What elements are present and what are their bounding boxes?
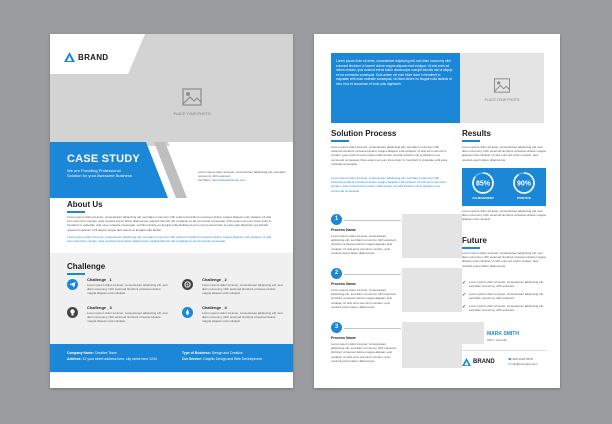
check-item — [462, 280, 548, 292]
challenge-item — [67, 305, 167, 331]
banner-description: Lorem ipsum dolor sit amet, consectetuer adipiscing elit, sed diam nonummy nibh euismod. — [198, 170, 286, 178]
footer-business-label: Type of Business: — [182, 351, 211, 355]
stat-ring — [512, 171, 536, 195]
about-underline — [67, 211, 85, 213]
rocket-icon — [182, 307, 193, 318]
challenge-item — [182, 277, 282, 303]
step-number: 2 — [331, 268, 342, 279]
challenge-item — [182, 305, 282, 331]
case-subtitle — [67, 168, 132, 178]
step-number: 1 — [331, 214, 342, 225]
brand-triangle-icon — [462, 358, 471, 366]
check-icon: ✔ — [462, 280, 467, 286]
challenge-item-title: Challenge _3 — [87, 305, 112, 310]
step-name: Process Name — [331, 336, 356, 340]
footer-address — [67, 356, 177, 362]
brand-logo — [64, 52, 108, 62]
stat-ring — [471, 171, 495, 195]
check-item — [462, 304, 548, 316]
about-body-blue: Lorem ipsum dolor sit amet, consectetuer adipiscing elit, sed diam nonummy nibh euismod tincidunt ut laoreet dolore magna aliquam erat volutpat. Ut wisi enim ad minim veniam, quis nostrud exerci tation ullamcorper suscipit lobortis nisl ut aliquip ex ea commodo consequat. — [67, 235, 272, 244]
challenge-underline — [67, 273, 85, 275]
results-text-2: Lorem ipsum dolor sit amet, consectetuer adipiscing elit, sed diam nonummy nibh euismod tincidunt ut laoreet dolore magna aliquam erat volutpat. — [462, 209, 546, 222]
banner-more — [198, 178, 288, 182]
case-subtitle-line-1: We are Providing Professional — [67, 168, 121, 173]
process-step — [331, 214, 461, 266]
step-photo — [402, 214, 462, 258]
process-intro-blue: Lorem ipsum dolor sit amet, consectetuer adipiscing elit, sed diam nonummy nibh euismod tincidunt ut laoreet dolore magna aliquam erat volutpat. Ut wisi enim ad minim veniam, quis nostrud exerci tation ullamcorper suscipit lobortis nisl ut aliquip ex ea commodo consequat. — [331, 176, 447, 193]
photo-label: PLACE YOUR PHOTO — [173, 112, 211, 116]
stat-value: 90% — [516, 180, 532, 188]
left-page — [50, 34, 293, 388]
future-text: Lorem ipsum dolor sit amet, consectetuer adipiscing elit, sed diam nonummy nibh euismod tincidunt ut laoreet dolore magna aliquam erat volutpat. Ut wisi enim ad minim veniam, quis nostrud exerci tation ullamcorper. — [462, 251, 546, 268]
challenge-item-title: Challenge _4 — [202, 305, 227, 310]
paper-plane-icon — [67, 279, 78, 290]
check-list — [462, 280, 548, 316]
step-line — [344, 328, 401, 329]
footer-divider — [462, 350, 546, 351]
check-item — [462, 292, 548, 304]
brand-triangle-icon — [64, 52, 75, 62]
footer-company-value: Creative Team — [94, 351, 117, 355]
process-underline — [331, 140, 349, 142]
results-text: Lorem ipsum dolor sit amet, consectetuer adipiscing elit, sed diam nonummy nibh euismod tincidunt ut laoreet dolore magna aliquam erat volutpat. Ut wisi enim ad minim veniam, quis nostrud exerci tation ullamcorper. — [462, 145, 546, 162]
challenge-item-title: Challenge _2 — [202, 277, 227, 282]
process-title: Solution Process — [331, 129, 397, 138]
step-line — [344, 220, 401, 221]
step-text: Lorem ipsum dolor sit amet, consectetuer adipiscing elit, sed diam nonummy nibh euismod tincidunt ut laoreet dolore magna aliquam erat volutpat. Ut wisi enim ad minim veniam, quis nostrud exerci tation ullamcorper. — [331, 234, 396, 255]
person-name: MARK SMITH — [487, 331, 519, 337]
stat-value: 85% — [475, 180, 491, 188]
intro-text: Lorem ipsum dolor sit amet, consectetuer adipiscing elit, sed diam nonummy nibh euismod tincidunt ut laoreet dolore magna aliquam erat volutpat. Ut wisi enim ad minim veniam, quis nostrud exerci tation ullamcorper suscipit lobortis nisl ut aliquip ex ea commodo consequat. Duis autem vel eum iriure dolor in hendrerit in vulputate velit esse molestie consequat, vel illum dolore eu feugiat nulla facilisis at vero eros et accumsan et iusto odio dignissim. — [336, 59, 453, 86]
footer-company-label: Company Name: — [67, 351, 94, 355]
footer-address-label: Address: — [67, 357, 82, 361]
challenge-item — [67, 277, 167, 303]
banner-text — [198, 170, 288, 182]
step-name: Process Name — [331, 228, 356, 232]
banner-more-label: For More: — [198, 178, 212, 182]
email-icon: ✉ — [508, 362, 511, 366]
step-photo — [402, 268, 462, 312]
phone-value: 000 1234 5678 — [512, 357, 533, 361]
image-icon — [182, 88, 202, 106]
challenge-item-title: Challenge _1 — [87, 277, 112, 282]
email-value[interactable]: info@company.com — [511, 362, 538, 366]
stat-label: POSITIVE — [517, 196, 531, 200]
footer-service-label: Our Service: — [182, 357, 203, 361]
process-intro: Lorem ipsum dolor sit amet, consectetuer adipiscing elit, sed diam nonummy nibh euismod tincidunt ut laoreet dolore magna aliquam erat volutpat. Ut wisi enim ad minim veniam, quis nostrud exerci tation ullamcorper suscipit lobortis nisl ut aliquip ex ea commodo consequat. Duis autem vel eum iriure dolor in hendrerit in vulputate velit esse molestie consequat. — [331, 145, 448, 166]
footer-business-value: Design and Creative — [211, 351, 243, 355]
contact-email — [508, 362, 538, 367]
challenge-item-text: Lorem ipsum dolor sit amet, consectetuer adipiscing elit, sed diam nonummy nibh euismod tincidunt ut laoreet dolore magna aliquam erat volutpat. — [202, 283, 283, 296]
footer-service — [182, 356, 292, 362]
person-role: CEO / Founder — [487, 338, 508, 342]
case-subtitle-line-2: Solution for your Awesome Business — [67, 173, 132, 178]
brand-name: BRAND — [78, 52, 109, 62]
footer-address-value: 12 your street address here, city name here 1234 — [82, 357, 157, 361]
footer-brand — [462, 358, 495, 366]
case-title: CASE STUDY — [67, 153, 140, 165]
results-title: Results — [462, 129, 491, 138]
about-body: Lorem ipsum dolor sit amet, consectetuer adipiscing elit, sed diam nonummy nibh euismod tincidunt ut laoreet dolore magna aliquam erat volutpat. Ut wisi enim ad minim veniam, quis nostrud exerci tation ullamcorper suscipit lobortis nisl ut aliquip ex ea commodo consequat. Duis autem vel eum iriure dolor in hendrerit in vulputate velit esse molestie consequat, vel illum dolore eu feugiat nulla facilisis at vero eros et accumsan et iusto odio dignissim qui blandit praesent luptatum zzril delenit augue duis dolore te feugait nulla facilisi. — [67, 215, 272, 232]
step-line — [344, 274, 401, 275]
person-photo — [462, 322, 484, 344]
brand-name: BRAND — [473, 359, 495, 365]
check-item-text: Lorem ipsum dolor sit amet, consectetuer adipiscing elit, sed diam nonummy nibh euismod. — [469, 304, 544, 313]
stat-positive — [505, 171, 543, 205]
right-page — [314, 34, 560, 388]
challenge-title: Challenge — [67, 262, 106, 271]
banner-more-url[interactable]: www.websitedomain.com — [211, 178, 246, 182]
phone-icon: ☎ — [508, 357, 512, 361]
photo-label: PLACE YOUR PHOTO — [484, 98, 520, 102]
stat-achievement — [464, 171, 502, 205]
challenge-item-text: Lorem ipsum dolor sit amet, consectetuer adipiscing elit, sed diam nonummy nibh euismod tincidunt ut laoreet dolore magna aliquam erat volutpat. — [87, 311, 168, 324]
footer-right-col — [182, 350, 292, 362]
future-title: Future — [462, 236, 487, 245]
footer-left-col — [67, 350, 177, 362]
check-icon: ✔ — [462, 304, 467, 310]
stat-label: ACHIEVEMENT — [472, 196, 494, 200]
about-title: About Us — [67, 200, 103, 209]
process-step — [331, 322, 461, 378]
photo-placeholder-content — [482, 78, 522, 102]
check-item-text: Lorem ipsum dolor sit amet, consectetuer adipiscing elit, sed diam nonummy nibh euismod. — [469, 280, 544, 289]
step-text: Lorem ipsum dolor sit amet, consectetuer adipiscing elit, sed diam nonummy nibh euismod tincidunt ut laoreet dolore magna aliquam erat volutpat. Ut wisi enim ad minim veniam, quis nostrud exerci tation ullamcorper. — [331, 342, 396, 363]
future-underline — [462, 247, 480, 249]
challenge-item-text: Lorem ipsum dolor sit amet, consectetuer adipiscing elit, sed diam nonummy nibh euismod tincidunt ut laoreet dolore magna aliquam erat volutpat. — [202, 311, 283, 324]
challenge-item-text: Lorem ipsum dolor sit amet, consectetuer adipiscing elit, sed diam nonummy nibh euismod tincidunt ut laoreet dolore magna aliquam erat volutpat. — [87, 283, 168, 296]
gear-icon — [182, 279, 193, 290]
step-text: Lorem ipsum dolor sit amet, consectetuer adipiscing elit, sed diam nonummy nibh euismod tincidunt ut laoreet dolore magna aliquam erat volutpat. Ut wisi enim ad minim veniam, quis nostrud exerci tation ullamcorper. — [331, 288, 396, 309]
process-step — [331, 268, 461, 320]
image-icon — [493, 78, 511, 93]
check-icon: ✔ — [462, 292, 467, 298]
step-photo — [402, 322, 462, 368]
photo-placeholder — [172, 88, 212, 116]
footer-contact — [508, 357, 538, 367]
lightbulb-icon — [67, 307, 78, 318]
step-number: 3 — [331, 322, 342, 333]
step-name: Process Name — [331, 282, 356, 286]
footer-service-value: Graphic Design and Web Development — [203, 357, 262, 361]
results-underline — [462, 140, 480, 142]
check-item-text: Lorem ipsum dolor sit amet, consectetuer adipiscing elit, sed diam nonummy nibh euismod. — [469, 292, 544, 301]
